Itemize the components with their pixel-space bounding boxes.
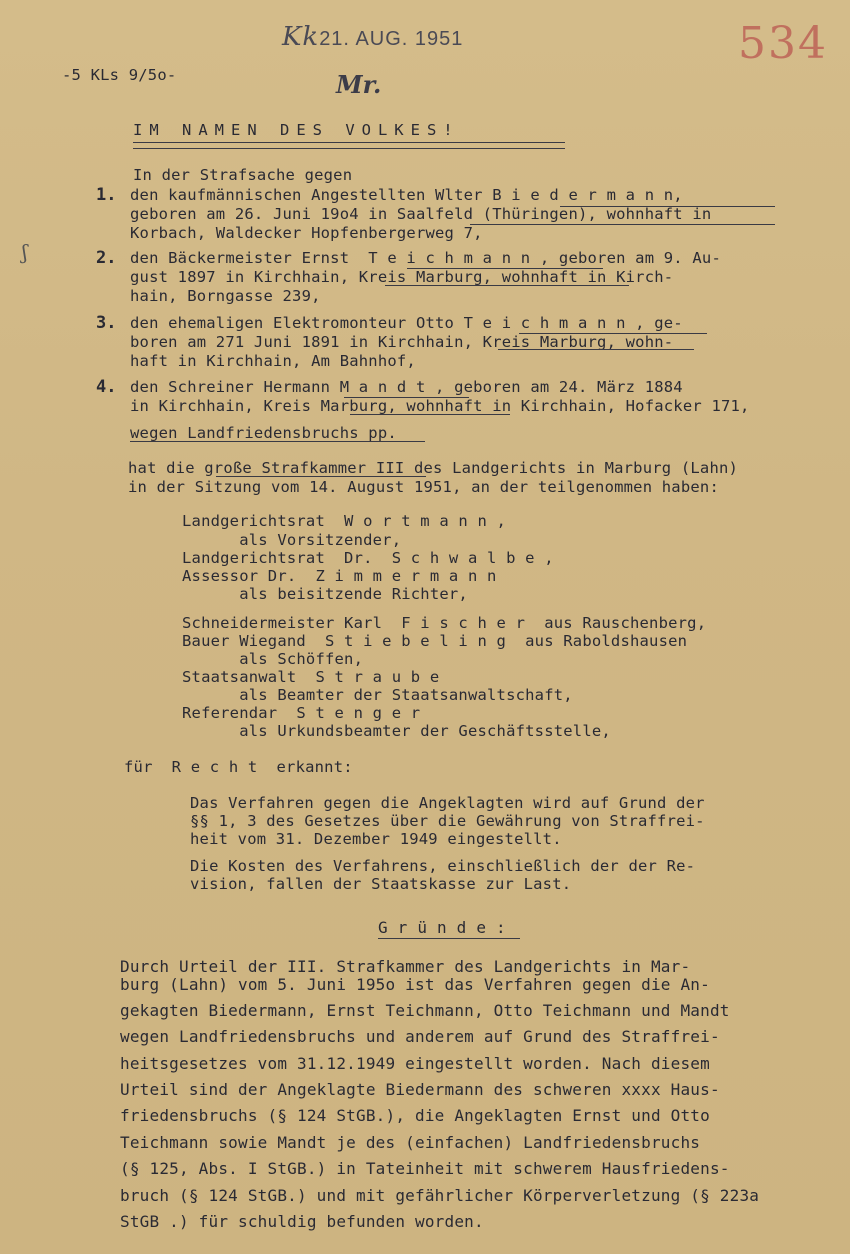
defendant-line: wegen Landfriedensbruchs pp. xyxy=(130,424,397,442)
reasons-underline xyxy=(378,938,520,939)
strike-line xyxy=(470,224,775,225)
date-stamp xyxy=(282,22,463,52)
strike-line xyxy=(350,414,510,415)
judge-line: Landgerichtsrat W o r t m a n n , xyxy=(182,512,507,530)
reasons-line: Teichmann sowie Mandt je des (einfachen) Landfriedensbruchs xyxy=(120,1133,701,1152)
court-line: in der Sitzung vom 14. August 1951, an der teilgenommen haben: xyxy=(128,478,719,496)
lay-judge-line: Staatsanwalt S t r a u b e xyxy=(182,668,440,686)
intro-text: In der Strafsache gegen xyxy=(133,166,353,184)
lay-judge-line: Schneidermeister Karl F i s c h e r aus Rauschenberg, xyxy=(182,614,707,632)
file-reference: -5 KLs 9/5o- xyxy=(62,66,177,84)
defendant-line: den kaufmännischen Angestellten Wlter B i e d e r m a n n, xyxy=(130,186,683,204)
reasons-line: Durch Urteil der III. Strafkammer des Landgerichts in Mar- xyxy=(120,957,691,976)
lay-judge-line: Bauer Wiegand S t i e b e l i n g aus Raboldshausen xyxy=(182,632,688,650)
verdict-line: §§ 1, 3 des Gesetzes über die Gewährung von Straffrei- xyxy=(190,812,705,830)
defendant-line: den Bäckermeister Ernst T e i c h m a n n , geboren am 9. Au- xyxy=(130,249,721,267)
strike-line xyxy=(385,285,629,286)
reasons-line: wegen Landfriedensbruchs und anderem auf Grund des Straffrei- xyxy=(120,1027,720,1046)
lay-judge-line: als Urkundsbeamter der Geschäftsstelle, xyxy=(182,722,611,740)
defendant-line: hain, Borngasse 239, xyxy=(130,287,321,305)
reasons-line: heitsgesetzes vom 31.12.1949 eingestellt worden. Nach diesem xyxy=(120,1054,710,1073)
title-underline xyxy=(133,142,565,149)
costs-line: vision, fallen der Staatskasse zur Last. xyxy=(190,875,572,893)
reasons-heading: G r ü n d e : xyxy=(378,918,506,937)
defendant-line: in Kirchhain, Kreis Marburg, wohnhaft in Kirchhain, Hofacker 171, xyxy=(130,397,750,415)
stamp-date: 21. AUG. 1951 xyxy=(319,28,464,50)
verdict-label: für R e c h t erkannt: xyxy=(124,758,353,776)
judge-line: als Vorsitzender, xyxy=(182,531,402,549)
lay-judge-line: als Beamter der Staatsanwaltschaft, xyxy=(182,686,573,704)
name-underline xyxy=(344,397,469,398)
defendant-number: 2. xyxy=(96,248,117,268)
reasons-line: burg (Lahn) vom 5. Juni 195o ist das Verfahren gegen die An- xyxy=(120,975,710,994)
verdict-line: heit vom 31. Dezember 1949 eingestellt. xyxy=(190,830,562,848)
defendant-line: geboren am 26. Juni 19o4 in Saalfeld (Thüringen), wohnhaft in xyxy=(130,205,712,223)
defendant-number: 4. xyxy=(96,377,117,397)
defendant-line: haft in Kirchhain, Am Bahnhof, xyxy=(130,352,416,370)
costs-line: Die Kosten des Verfahrens, einschließlich der der Re- xyxy=(190,857,696,875)
defendant-line: Korbach, Waldecker Hopfenbergerweg 7, xyxy=(130,224,483,242)
handwritten-initials-icon: Mr. xyxy=(336,70,382,99)
lay-judge-line: als Schöffen, xyxy=(182,650,364,668)
reasons-line: StGB .) für schuldig befunden worden. xyxy=(120,1212,484,1231)
reasons-line: friedensbruchs (§ 124 StGB.), die Angeklagten Ernst und Otto xyxy=(120,1106,710,1125)
name-underline xyxy=(560,206,775,207)
strike-line xyxy=(130,441,425,442)
stamp-initials-icon: Kk xyxy=(282,22,320,52)
name-underline xyxy=(407,268,603,269)
court-underline xyxy=(216,476,426,477)
judge-line: Landgerichtsrat Dr. S c h w a l b e , xyxy=(182,549,554,567)
defendant-number: 1. xyxy=(96,185,117,205)
lay-judge-line: Referendar S t e n g e r xyxy=(182,704,421,722)
judge-line: als beisitzende Richter, xyxy=(182,585,468,603)
reasons-line: gekagten Biedermann, Ernst Teichmann, Otto Teichmann und Mandt xyxy=(120,1001,730,1020)
strike-line xyxy=(498,349,694,350)
defendant-line: den Schreiner Hermann M a n d t , geboren am 24. März 1884 xyxy=(130,378,683,396)
defendant-number: 3. xyxy=(96,313,117,333)
page-number: 534 xyxy=(738,18,828,69)
name-underline xyxy=(519,333,707,334)
court-line: hat die große Strafkammer III des Landgerichts in Marburg (Lahn) xyxy=(128,459,739,477)
margin-mark-icon: ʃ xyxy=(22,240,28,264)
verdict-line: Das Verfahren gegen die Angeklagten wird auf Grund der xyxy=(190,794,705,812)
reasons-line: Urteil sind der Angeklagte Biedermann des schweren xxxx Haus- xyxy=(120,1080,720,1099)
defendant-line: den ehemaligen Elektromonteur Otto T e i c h m a n n , ge- xyxy=(130,314,683,332)
reasons-line: bruch (§ 124 StGB.) und mit gefährlicher Körperverletzung (§ 223a xyxy=(120,1186,760,1205)
reasons-line: (§ 125, Abs. I StGB.) in Tateinheit mit schwerem Hausfriedens- xyxy=(120,1159,730,1178)
defendant-line: gust 1897 in Kirchhain, Kreis Marburg, wohnhaft in Kirch- xyxy=(130,268,674,286)
defendant-line: boren am 271 Juni 1891 in Kirchhain, Kreis Marburg, wohn- xyxy=(130,333,674,351)
document-title: IM NAMEN DES VOLKES! xyxy=(133,121,460,139)
judge-line: Assessor Dr. Z i m m e r m a n n xyxy=(182,567,497,585)
